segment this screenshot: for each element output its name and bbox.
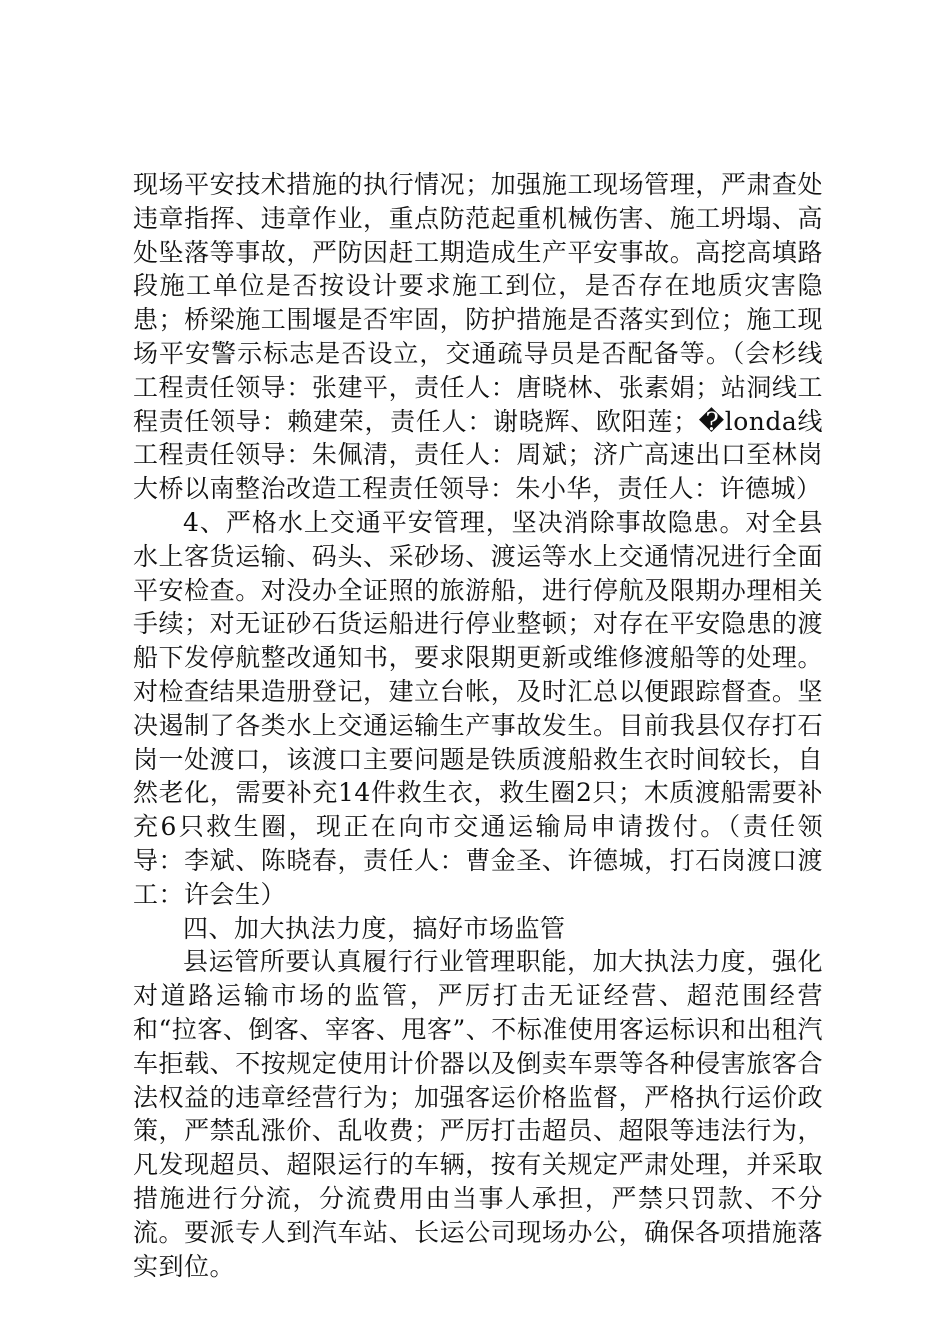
paragraph-water-traffic-safety: 4、严格水上交通平安管理，坚决消除事故隐患。对全县水上客货运输、码头、采砂场、渡运等水上交通情况进行全面平安检查。对没办全证照的旅游船，进行停航及限期办理相关手续；对无证砂石货运船进行停业整顿；对存在平安隐患的渡船下发停航整改通知书，要求限期更新或维修渡船等的处理。对检查结果造册登记，建立台帐，及时汇总以便跟踪督查。坚决遏制了各类水上交通运输生产事故发生。目前我县仅存打石岗一处渡口，该渡口主要问题是铁质渡船救生衣时间较长，自然老化，需要补充14件救生衣，救生圈2只；木质渡船需要补充6只救生圈，现正在向市交通运输局申请拨付。（责任领导：李斌、陈晓春，责任人：曹金圣、许德城，打石岗渡口渡工：许会生） bbox=[133, 507, 823, 909]
paragraph-market-supervision: 县运管所要认真履行行业管理职能，加大执法力度，强化对道路运输市场的监管，严厉打击无证经营、超范围经营和“拉客、倒客、宰客、甩客”、不标准使用客运标识和出租汽车拒载、不按规定使用计价器以及倒卖车票等各种侵害旅客合法权益的违章经营行为；加强客运价格监督，严格执行运价政策，严禁乱涨价、乱收费；严厉打击超员、超限等违法行为，凡发现超员、超限运行的车辆，按有关规定严肃处理，并采取措施进行分流，分流费用由当事人承担，严禁只罚款、不分流。要派专人到汽车站、长运公司现场办公，确保各项措施落实到位。 bbox=[133, 947, 823, 1281]
paragraph-construction-safety: 现场平安技术措施的执行情况；加强施工现场管理，严肃查处违章指挥、违章作业，重点防范起重机械伤害、施工坍塌、高处坠落等事故，严防因赶工期造成生产平安事故。高挖高填路段施工单位是否按设计要求施工到位，是否存在地质灾害隐患；桥梁施工围堰是否牢固，防护措施是否落实到位；施工现场平安警示标志是否设立，交通疏导员是否配备等。（会杉线工程责任领导：张建平，责任人：唐晓林、张素娟；站洞线工程责任领导：赖建荣，责任人：谢晓辉、欧阳莲；�londa线工程责任领导：朱佩清，责任人：周斌；济广高速出口至林岗大桥以南整治改造工程责任领导：朱小华，责任人：许德城） bbox=[133, 170, 823, 504]
document-body bbox=[133, 168, 823, 1283]
section-heading-law-enforcement: 四、加大执法力度，搞好市场监管 bbox=[183, 913, 566, 943]
